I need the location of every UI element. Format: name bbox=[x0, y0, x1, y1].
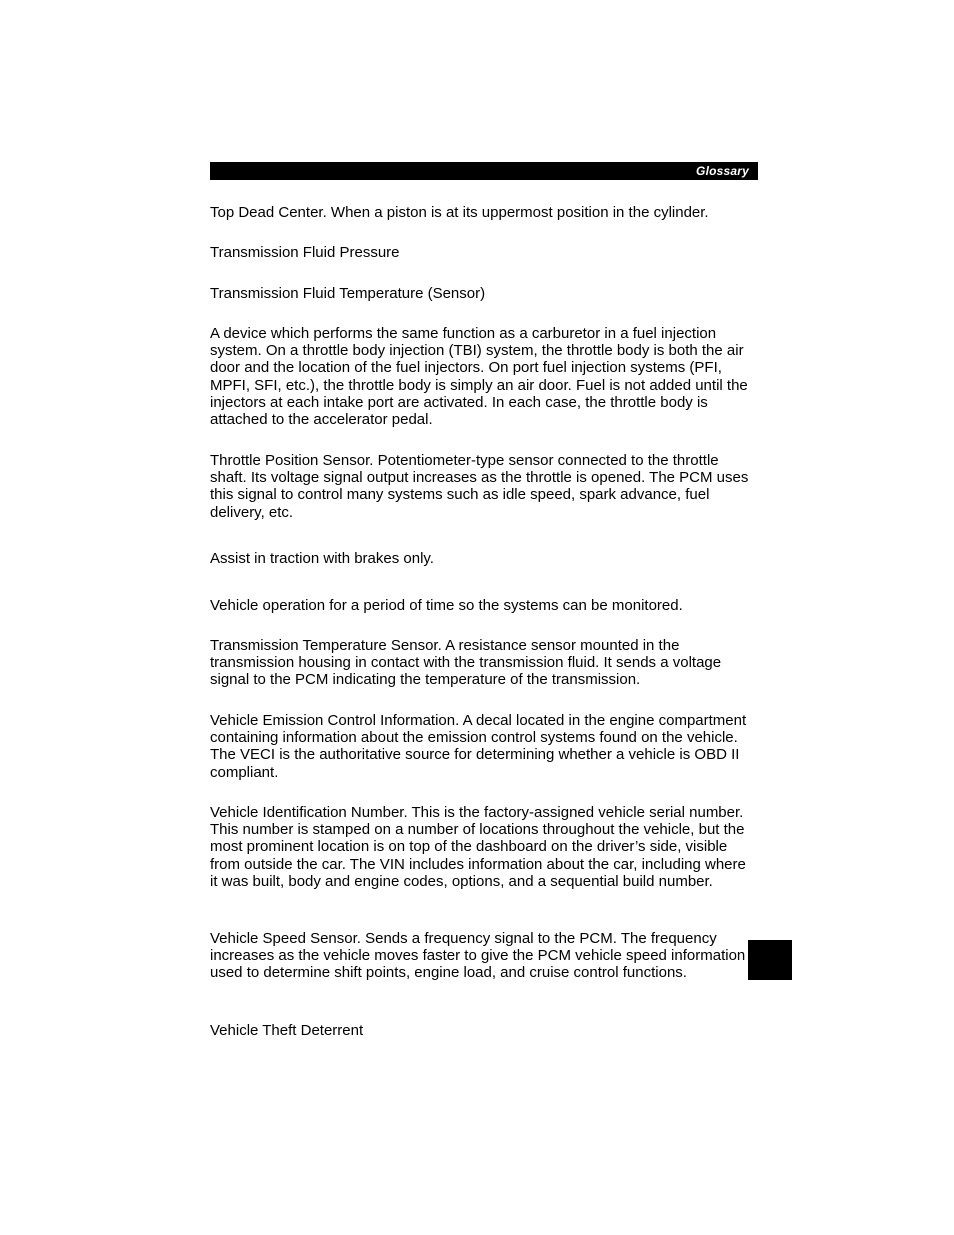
glossary-entry-trip: Vehicle operation for a period of time so the systems can be monitored. bbox=[210, 597, 683, 614]
glossary-entry-vtd: Vehicle Theft Deterrent bbox=[210, 1022, 364, 1039]
glossary-entry-tps: Throttle Position Sensor. Potentiometer-type sensor connected to the throttle shaft. Its voltage signal output increases as the throttle is opened. The PCM uses this signal to control many systems such as idle speed, spark advance, fuel delivery, etc. bbox=[210, 452, 749, 521]
glossary-entry-tfp: Transmission Fluid Pressure bbox=[210, 244, 400, 261]
glossary-entry-tft: Transmission Fluid Temperature (Sensor) bbox=[210, 285, 486, 302]
glossary-entry-vss: Vehicle Speed Sensor. Sends a frequency signal to the PCM. The frequency increases as the vehicle moves faster to give the PCM vehicle speed information used to determine shift points, engine load, and cruise control functions. bbox=[210, 930, 746, 982]
glossary-entry-tts: Transmission Temperature Sensor. A resistance sensor mounted in the transmission housing in contact with the transmission fluid. It sends a voltage signal to the PCM indicating the temperature of the transmission. bbox=[210, 637, 722, 689]
section-title: Glossary bbox=[696, 164, 749, 178]
glossary-entry-vin: Vehicle Identification Number. This is the factory-assigned vehicle serial number. This number is stamped on a number of locations throughout the vehicle, but the most prominent location is on top of the dashboard on the driver’s side, visible from outside the car. The VIN includes information about the car, including where it was built, body and engine codes, options, and a sequential build number. bbox=[210, 804, 746, 890]
glossary-entry-traction-assist: Assist in traction with brakes only. bbox=[210, 550, 434, 567]
chapter-thumb-tab bbox=[748, 940, 792, 980]
glossary-entry-tdc: Top Dead Center. When a piston is at its uppermost position in the cylinder. bbox=[210, 204, 709, 221]
section-header-bar bbox=[210, 162, 758, 180]
glossary-entry-throttle-body: A device which performs the same function as a carburetor in a fuel injection system. On a throttle body injection (TBI) system, the throttle body is both the air door and the location of the fuel injectors. On port fuel injection systems (PFI, MPFI, SFI, etc.), the throttle body is simply an air door. Fuel is not added until the injectors at each intake port are activated. In each case, the throttle body is attached to the accelerator pedal. bbox=[210, 325, 748, 429]
glossary-entry-veci: Vehicle Emission Control Information. A decal located in the engine compartment containing information about the emission control systems found on the vehicle. The VECI is the authoritative source for determining whether a vehicle is OBD II compliant. bbox=[210, 712, 747, 781]
